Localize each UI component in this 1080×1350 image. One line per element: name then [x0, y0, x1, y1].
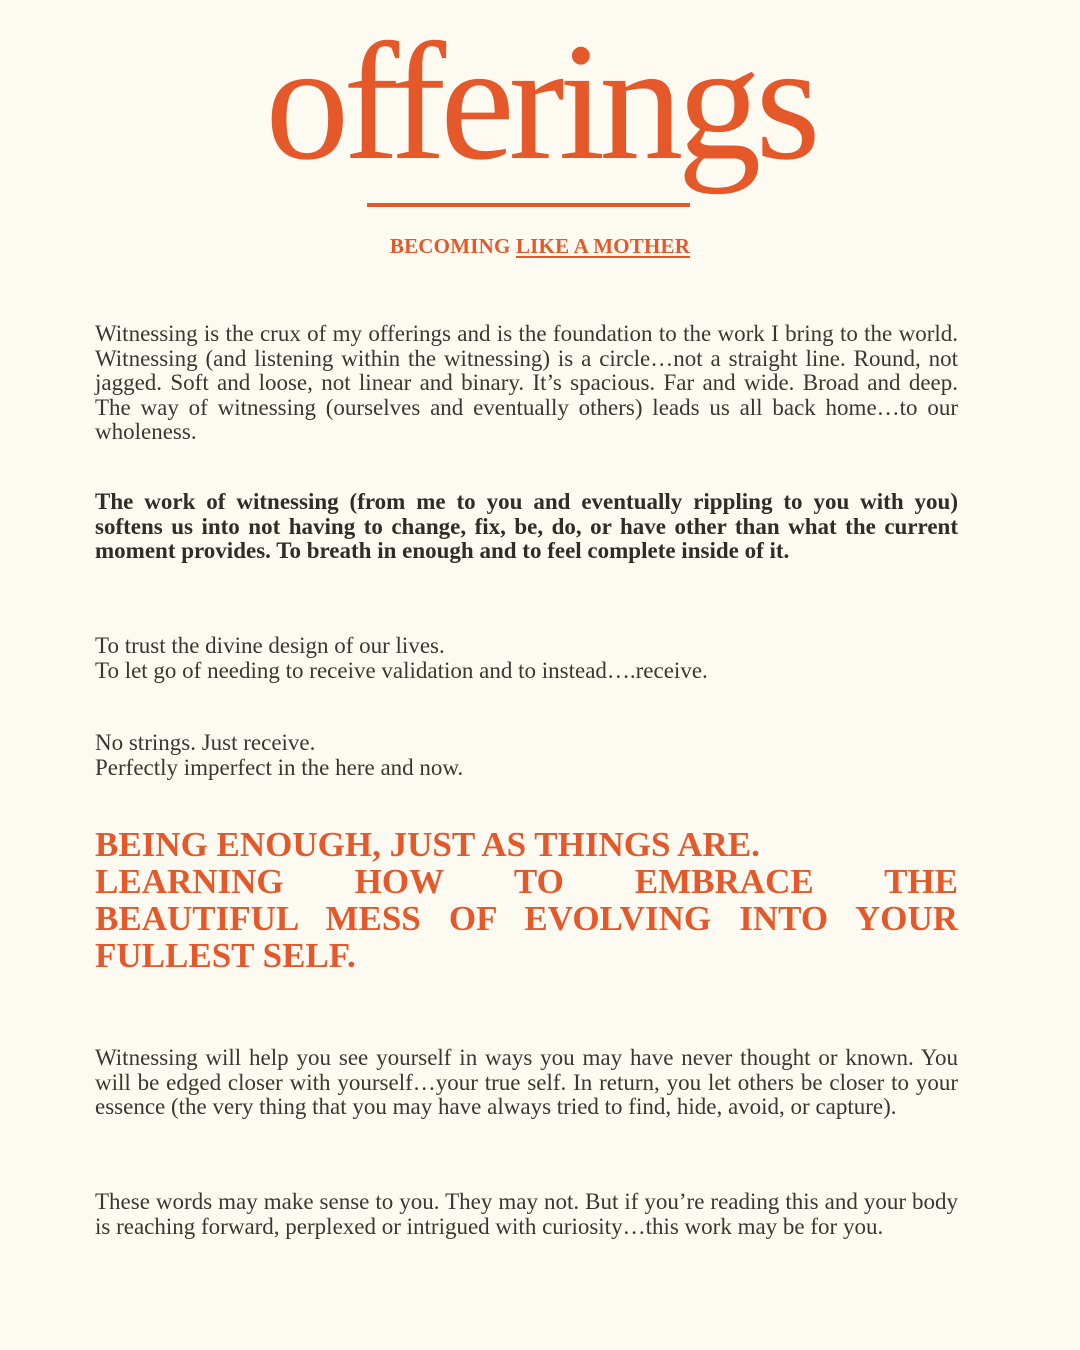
headline-line-2: LEARNING HOW TO EMBRACE THE	[95, 862, 958, 901]
strings-line-1: No strings. Just receive.	[95, 730, 316, 755]
closing-paragraph-2: These words may make sense to you. They may not. But if you’re reading this and your body is reaching forward, perplexed or intrigued with curiosity…this work may be for you.	[95, 1189, 958, 1239]
title-underline	[367, 203, 690, 207]
subtitle-prefix: BECOMING	[389, 234, 516, 258]
trust-paragraph	[95, 634, 958, 683]
page-title: offerings	[265, 9, 815, 195]
closing-paragraph-1: Witnessing will help you see yourself in ways you may have never thought or known. You will be edged closer with yourself…your true self. In return, you let others be closer to your essence (the very thing that you may have always tried to find, hide, avoid, or capture).	[95, 1045, 958, 1119]
trust-line-2: To let go of needing to receive validation and to instead….receive.	[95, 657, 708, 683]
like-a-mother-link[interactable]: LIKE A MOTHER	[515, 234, 691, 258]
headline-line-3: BEAUTIFUL MESS OF EVOLVING INTO YOUR	[95, 899, 958, 938]
intro-paragraph: Witnessing is the crux of my offerings and is the foundation to the work I bring to the world. Witnessing (and listening within the witnessing) is a circle…not a straight line. Round, not jagged. Soft and loose, not linear and binary. It’s spacious. Far and wide. Broad and deep. The way of witnessing (ourselves and eventually others) leads us all back home…to our wholeness.	[95, 321, 958, 444]
page-subtitle	[0, 234, 1080, 259]
strings-paragraph	[95, 731, 958, 780]
strings-line-2: Perfectly imperfect in the here and now.	[95, 754, 464, 780]
trust-line-1: To trust the divine design of our lives.	[95, 633, 445, 658]
headline-line-1: BEING ENOUGH, JUST AS THINGS ARE.	[95, 825, 760, 864]
headline-statement	[95, 826, 958, 974]
bold-paragraph: The work of witnessing (from me to you and eventually rippling to you with you) softens us into not having to change, fix, be, do, or have other than what the current moment provides. To breath in enough and to feel complete inside of it.	[95, 489, 958, 563]
headline-line-4: FULLEST SELF.	[95, 936, 356, 975]
